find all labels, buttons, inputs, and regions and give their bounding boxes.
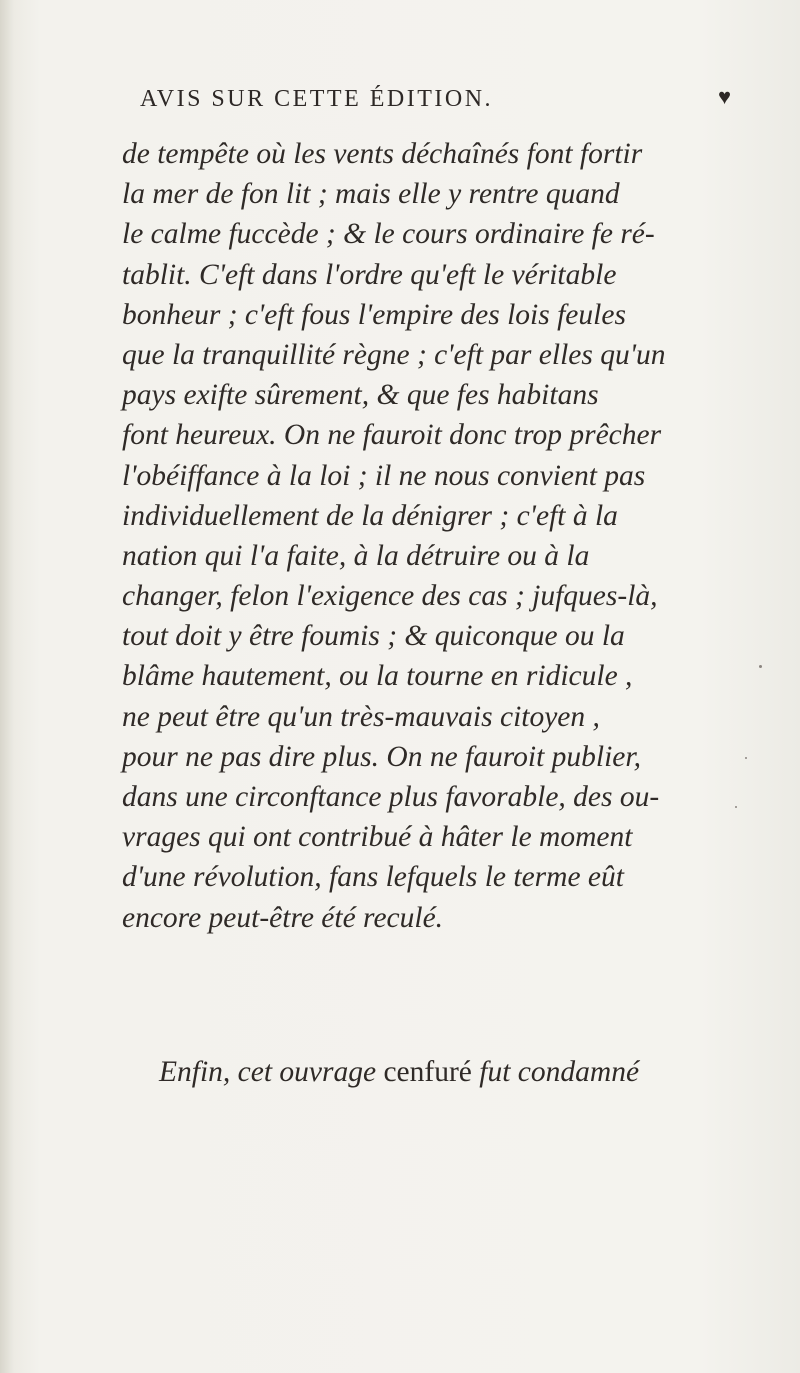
text-line: blâme hautement, ou la tourne en ridicule ,: [122, 660, 633, 693]
text-line: changer, felon l'exigence des cas ; jufques-là,: [122, 580, 658, 613]
header-title: AVIS SUR CETTE ÉDITION.: [140, 86, 494, 112]
text-line: bonheur ; c'eft fous l'empire des lois feules: [122, 298, 626, 331]
text-line: tout doit y être foumis ; & quiconque ou la: [122, 620, 625, 653]
text-line: d'une révolution, fans lefquels le terme eût: [122, 861, 624, 894]
text-line: individuellement de la dénigrer ; c'eft à la: [122, 499, 618, 532]
text-line: ne peut être qu'un très-mauvais citoyen ,: [122, 700, 600, 733]
text-line: dans une circonftance plus favorable, des ou-: [122, 781, 660, 813]
final-line-part-italic-end: fut condamné: [471, 1056, 640, 1088]
text-line: de tempête où les vents déchaînés font fortir: [122, 138, 643, 170]
final-line-part-roman: cenfuré: [383, 1056, 472, 1088]
body-paragraph: [122, 134, 742, 938]
text-line: le calme fuccède ; & le cours ordinaire fe ré-: [122, 218, 655, 251]
text-line: nation qui l'a faite, à la détruire ou à la: [122, 539, 590, 572]
paper-speck: [759, 665, 762, 668]
text-line: pour ne pas dire plus. On ne fauroit publier,: [122, 740, 641, 773]
text-line: l'obéiffance à la loi ; il ne nous convient pas: [122, 459, 646, 492]
running-header: [140, 86, 740, 126]
page-gutter: [0, 0, 14, 1373]
text-line: vrages qui ont contribué à hâter le moment: [122, 821, 633, 854]
text-line: tablit. C'eft dans l'ordre qu'eft le véritable: [122, 258, 617, 291]
text-line: que la tranquillité règne ; c'eft par elles qu'un: [122, 338, 666, 371]
paper-speck: [745, 757, 747, 759]
final-line-part-italic: Enfin, cet ouvrage: [159, 1056, 384, 1088]
page-mark-icon: ♥: [718, 84, 734, 109]
paper-speck: [735, 806, 737, 808]
text-line: pays exifte sûrement, & que fes habitans: [122, 379, 599, 412]
text-line: la mer de fon lit ; mais elle y rentre quand: [122, 178, 620, 211]
text-line: encore peut-être été reculé.: [122, 901, 444, 934]
text-line: font heureux. On ne fauroit donc trop prêcher: [122, 419, 662, 452]
paragraph-opening-line: [159, 1056, 639, 1089]
